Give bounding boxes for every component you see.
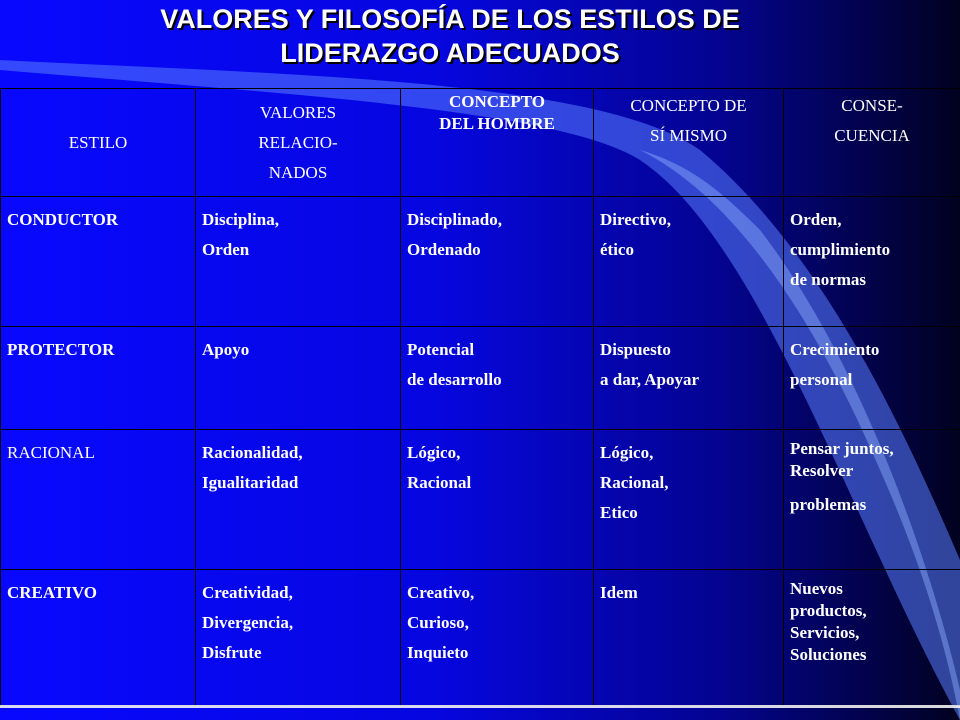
row-conductor-estilo: CONDUCTOR — [1, 197, 196, 327]
row-protector-consecuencia: Crecimiento personal — [784, 327, 960, 430]
row-racional-estilo: RACIONAL — [1, 430, 196, 570]
row-protector-concepto-si: Dispuesto a dar, Apoyar — [594, 327, 784, 430]
bottom-divider — [0, 705, 960, 708]
row-protector-concepto-hombre: Potencial de desarrollo — [401, 327, 594, 430]
table-row — [1, 570, 960, 706]
table-row — [1, 327, 960, 430]
header-estilo: ESTILO — [1, 89, 196, 197]
row-creativo-concepto-hombre: Creativo, Curioso, Inquieto — [401, 570, 594, 706]
row-conductor-concepto-hombre: Disciplinado, Ordenado — [401, 197, 594, 327]
header-concepto-si: CONCEPTO DE SÍ MISMO — [594, 89, 784, 197]
table-row — [1, 197, 960, 327]
row-racional-concepto-si: Lógico, Racional, Etico — [594, 430, 784, 570]
row-racional-consecuencia: Pensar juntos, Resolver problemas — [784, 430, 960, 570]
header-consecuencia: CONSE- CUENCIA — [784, 89, 960, 197]
page-title — [100, 2, 800, 70]
table-row — [1, 430, 960, 570]
title-line-2: LIDERAZGO ADECUADOS — [280, 38, 620, 68]
row-creativo-estilo: CREATIVO — [1, 570, 196, 706]
header-valores: VALORES RELACIO- NADOS — [196, 89, 401, 197]
row-conductor-consecuencia: Orden, cumplimiento de normas — [784, 197, 960, 327]
row-conductor-concepto-si: Directivo, ético — [594, 197, 784, 327]
row-creativo-valores: Creatividad, Divergencia, Disfrute — [196, 570, 401, 706]
row-racional-valores: Racionalidad, Igualitaridad — [196, 430, 401, 570]
row-conductor-valores: Disciplina, Orden — [196, 197, 401, 327]
table-header-row — [1, 89, 960, 197]
title-line-1: VALORES Y FILOSOFÍA DE LOS ESTILOS DE — [160, 4, 740, 34]
row-creativo-consecuencia: Nuevos productos, Servicios, Soluciones — [784, 570, 960, 706]
leadership-styles-table — [0, 88, 960, 706]
row-racional-concepto-hombre: Lógico, Racional — [401, 430, 594, 570]
row-creativo-concepto-si: Idem — [594, 570, 784, 706]
row-protector-estilo: PROTECTOR — [1, 327, 196, 430]
row-protector-valores: Apoyo — [196, 327, 401, 430]
header-concepto-hombre: CONCEPTO DEL HOMBRE — [401, 89, 594, 197]
